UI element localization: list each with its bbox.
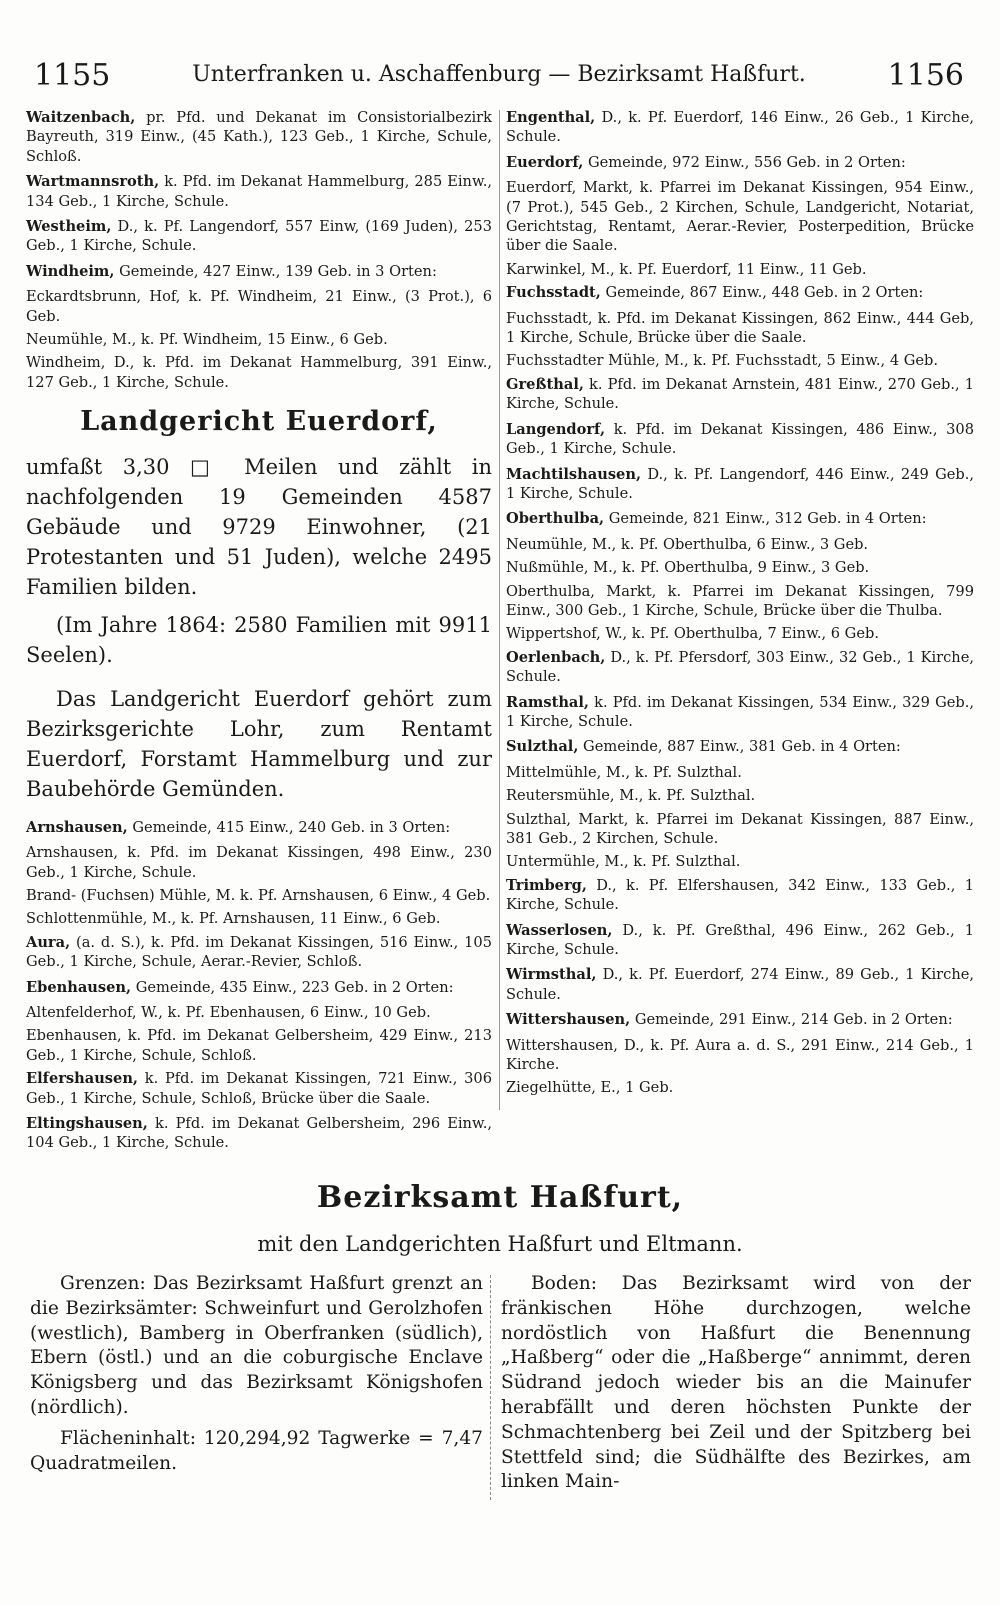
entry-heading: Sulzthal, xyxy=(506,738,579,756)
entry xyxy=(506,283,974,302)
left-column xyxy=(26,108,492,1159)
bezirksamt-subtitle: mit den Landgerichten Haßfurt und Eltmann. xyxy=(257,1232,743,1256)
entry-text: Gemeinde, 867 Einw., 448 Geb. in 2 Orten: xyxy=(600,284,924,302)
entry xyxy=(26,108,492,166)
entry-text: Karwinkel, M., k. Pf. Euerdorf, 11 Einw., 11 Geb. xyxy=(506,260,867,278)
entry-text: D., k. Pf. Elfershausen, 342 Einw., 133 Geb., 1 Kirche, Schule. xyxy=(506,876,974,914)
entry xyxy=(26,978,492,997)
entry-heading: Aura, xyxy=(26,933,71,951)
entry xyxy=(506,582,974,621)
entry-text: Wippertshof, W., k. Pf. Oberthulba, 7 Einw., 6 Geb. xyxy=(506,625,879,643)
entry-heading: Elfershausen, xyxy=(26,1070,139,1088)
entry xyxy=(26,843,492,882)
entry xyxy=(506,624,974,643)
entry-text: Gemeinde, 435 Einw., 223 Geb. in 2 Orten: xyxy=(131,978,454,996)
entry-text: Gemeinde, 427 Einw., 139 Geb. in 3 Orten: xyxy=(114,262,437,280)
entry-text: Gemeinde, 291 Einw., 214 Geb. in 2 Orten: xyxy=(630,1011,953,1029)
left-top-subentries xyxy=(26,287,492,392)
entry xyxy=(506,509,974,528)
entry xyxy=(26,909,492,928)
entry-heading: Fuchsstadt, xyxy=(506,284,601,302)
right-entries xyxy=(506,108,974,1098)
entry-text: Gemeinde, 821 Einw., 312 Geb. in 4 Orten: xyxy=(604,510,927,528)
entry-heading: Trimberg, xyxy=(506,876,587,894)
entry xyxy=(506,648,974,687)
entry xyxy=(26,1026,492,1065)
right-column xyxy=(506,108,974,1102)
bottom-left-column xyxy=(30,1272,483,1476)
page-number-left: 1155 xyxy=(34,58,111,93)
entry xyxy=(506,309,974,348)
entry xyxy=(506,351,974,370)
entry-heading: Wirmsthal, xyxy=(506,966,597,984)
entry-text: Ebenhausen, k. Pfd. im Dekanat Gelbersheim, 429 Einw., 213 Geb., 1 Kirche, Schule, Schloß. xyxy=(26,1027,492,1064)
entry-text: Euerdorf, Markt, k. Pfarrei im Dekanat Kissingen, 954 Einw., (7 Prot.), 545 Geb., 2 Kirchen, Schule, Landgericht, Notariat, Gerichtstag, Rentamt, Aerar.-Revier, Posterpedition, Brücke über die Saale. xyxy=(506,179,974,255)
entry-text: Gemeinde, 887 Einw., 381 Geb. in 4 Orten: xyxy=(578,738,901,756)
entry xyxy=(26,1069,492,1108)
entry xyxy=(506,153,974,172)
entry-text: D., k. Pf. Langendorf, 446 Einw., 249 Geb., 1 Kirche, Schule. xyxy=(506,465,974,502)
subentry: Windheim, D., k. Pfd. im Dekanat Hammelburg, 391 Einw., 127 Geb., 1 Kirche, Schule. xyxy=(26,354,492,391)
entry xyxy=(26,1114,492,1153)
entry-text: k. Pfd. im Dekanat Kissingen, 486 Einw., 308 Geb., 1 Kirche, Schule. xyxy=(506,420,974,458)
entry-heading: Ebenhausen, xyxy=(26,978,132,996)
entry-text: Schlottenmühle, M., k. Pf. Arnshausen, 11 Einw., 6 Geb. xyxy=(26,910,441,928)
entry xyxy=(506,965,974,1004)
left-entries xyxy=(26,818,492,1153)
entry-text: Fuchsstadt, k. Pfd. im Dekanat Kissingen, 862 Einw., 444 Geb, 1 Kirche, Schule, Brücke über die Saale. xyxy=(506,309,974,347)
entry-text: Altenfelderhof, W., k. Pf. Ebenhausen, 6 Einw., 10 Geb. xyxy=(26,1003,431,1021)
entry xyxy=(506,260,974,279)
column-divider xyxy=(499,110,500,1110)
entry-text: Oberthulba, Markt, k. Pfarrei im Dekanat Kissingen, 799 Einw., 300 Geb., 1 Kirche, Schule, Brücke über die Thulba. xyxy=(506,582,974,619)
entry-heading: Wartmannsroth, xyxy=(26,173,160,191)
page-header xyxy=(34,58,964,98)
entry-text: k. Pfd. im Dekanat Hammelburg, 285 Einw., 134 Geb., 1 Kirche, Schule. xyxy=(26,173,492,210)
entry xyxy=(506,763,974,782)
entry xyxy=(506,108,974,147)
entry-text: D., k. Pf. Euerdorf, 274 Einw., 89 Geb., 1 Kirche, Schule. xyxy=(506,966,974,1003)
subentry: Neumühle, M., k. Pf. Windheim, 15 Einw., 6 Geb. xyxy=(26,331,388,349)
entry-text: k. Pfd. im Dekanat Kissingen, 721 Einw., 306 Geb., 1 Kirche, Schule, Schloß, Brücke über die Saale. xyxy=(26,1070,492,1107)
entry-heading: Eltingshausen, xyxy=(26,1114,148,1132)
flaecheninhalt-paragraph: Flächeninhalt: 120,294,92 Tagwerke = 7,47 Quadratmeilen. xyxy=(30,1427,483,1474)
entry-heading: Wittershausen, xyxy=(506,1011,631,1029)
entry xyxy=(506,786,974,805)
left-top-entries xyxy=(26,108,492,281)
entry-text: Wittershausen, D., k. Pf. Aura a. d. S., 291 Einw., 214 Geb., 1 Kirche. xyxy=(506,1036,974,1074)
entry-heading: Greßthal, xyxy=(506,375,584,393)
bottom-right-column xyxy=(501,1272,971,1495)
entry xyxy=(506,876,974,915)
entry xyxy=(506,535,974,554)
entry xyxy=(26,217,492,256)
entry xyxy=(506,558,974,577)
entry xyxy=(506,810,974,849)
entry-heading: Wasserlosen, xyxy=(506,921,613,939)
entry xyxy=(26,818,492,837)
entry xyxy=(26,172,492,211)
section-title: Landgericht Euerdorf, xyxy=(80,406,438,438)
entry-text: Mittelmühle, M., k. Pf. Sulzthal. xyxy=(506,763,742,781)
entry-text: pr. Pfd. und Dekanat im Consistorialbezirk Bayreuth, 319 Einw., (45 Kath.), 123 Geb., 1 Kirche, Schule, Schloß. xyxy=(26,109,492,165)
entry-text: D., k. Pf. Pfersdorf, 303 Einw., 32 Geb., 1 Kirche, Schule. xyxy=(506,648,974,686)
entry-heading: Waitzenbach, xyxy=(26,109,136,126)
bezirksamt-title: Bezirksamt Haßfurt, xyxy=(316,1180,684,1215)
running-title: Unterfranken u. Aschaffenburg — Bezirksamt Haßfurt. xyxy=(192,62,806,87)
entry-text: Ziegelhütte, E., 1 Geb. xyxy=(506,1079,674,1097)
entry xyxy=(506,420,974,459)
entry xyxy=(506,1036,974,1075)
entry-text: Gemeinde, 972 Einw., 556 Geb. in 2 Orten: xyxy=(583,153,906,171)
entry-text: k. Pfd. im Dekanat Kissingen, 534 Einw., 329 Geb., 1 Kirche, Schule. xyxy=(506,693,974,730)
entry xyxy=(26,933,492,972)
entry xyxy=(506,852,974,871)
entry-heading: Arnshausen, xyxy=(26,818,128,836)
entry-text: D., k. Pf. Greßthal, 496 Einw., 262 Geb., 1 Kirche, Schule. xyxy=(506,921,974,959)
entry xyxy=(506,178,974,256)
entry-text: Sulzthal, Markt, k. Pfarrei im Dekanat Kissingen, 887 Einw., 381 Geb., 2 Kirchen, Schule. xyxy=(506,810,974,847)
grenzen-paragraph: Grenzen: Das Bezirksamt Haßfurt grenzt an die Bezirksämter: Schweinfurt und Gerolzhofen (westlich), Bamberg in Oberfranken (südlich), Ebern (östl.) und an die coburgische Enclave Königsberg und das Bezirksamt Königshofen (nördlich). xyxy=(30,1273,483,1418)
section-paragraph-2: (Im Jahre 1864: 2580 Familien mit 9911 Seelen). xyxy=(26,612,492,667)
entry xyxy=(506,1078,974,1097)
section-paragraph-3: Das Landgericht Euerdorf gehört zum Bezirksgerichte Lohr, zum Rentamt Euerdorf, Forstamt Hammelburg und zur Baubehörde Gemünden. xyxy=(26,686,492,801)
entry-text: Gemeinde, 415 Einw., 240 Geb. in 3 Orten: xyxy=(127,818,451,836)
entry-heading: Ramsthal, xyxy=(506,693,590,711)
entry xyxy=(26,886,492,905)
entry-text: Fuchsstadter Mühle, M., k. Pf. Fuchsstadt, 5 Einw., 4 Geb. xyxy=(506,352,939,370)
entry-heading: Westheim, xyxy=(26,218,112,236)
entry-heading: Machtilshausen, xyxy=(506,465,642,483)
entry-heading: Oerlenbach, xyxy=(506,648,606,666)
entry-heading: Engenthal, xyxy=(506,109,596,126)
entry-text: k. Pfd. im Dekanat Arnstein, 481 Einw., 270 Geb., 1 Kirche, Schule. xyxy=(506,375,974,413)
page-number-right: 1156 xyxy=(887,58,964,93)
bottom-divider xyxy=(490,1275,492,1500)
entry-text: k. Pfd. im Dekanat Gelbersheim, 296 Einw., 104 Geb., 1 Kirche, Schule. xyxy=(26,1114,492,1152)
entry xyxy=(506,465,974,504)
boden-paragraph: Boden: Das Bezirksamt wird von der fränkischen Höhe durchzogen, welche nordöstlich von Haßfurt die Benennung „Haßberg“ oder die „Haßberge“ annimmt, deren Südrand jedoch wieder bis an die Mainufer herabfällt und deren höchsten Punkte der Schmachtenberg bei Zeil und der Spitzberg bei Stettfeld sind; die Südhälfte des Bezirkes, am linken Main- xyxy=(501,1273,971,1493)
entry xyxy=(506,1010,974,1029)
entry-text: D., k. Pf. Langendorf, 557 Einw, (169 Juden), 253 Geb., 1 Kirche, Schule. xyxy=(26,218,492,255)
entry-text: Reutersmühle, M., k. Pf. Sulzthal. xyxy=(506,787,756,805)
entry-heading: Euerdorf, xyxy=(506,153,584,171)
entry xyxy=(506,375,974,414)
entry-text: Untermühle, M., k. Pf. Sulzthal. xyxy=(506,853,741,871)
entry-heading: Langendorf, xyxy=(506,420,606,438)
entry xyxy=(26,262,492,281)
entry-heading: Oberthulba, xyxy=(506,510,605,528)
entry-text: Arnshausen, k. Pfd. im Dekanat Kissingen, 498 Einw., 230 Geb., 1 Kirche, Schule. xyxy=(26,844,492,881)
entry-text: D., k. Pf. Euerdorf, 146 Einw., 26 Geb., 1 Kirche, Schule. xyxy=(506,109,974,146)
entry-heading: Windheim, xyxy=(26,262,115,280)
section-paragraph-1: umfaßt 3,30 □ Meilen und zählt in nachfolgenden 19 Gemeinden 4587 Gebäude und 9729 Einwohner, (21 Protestanten und 51 Juden), welche 2495 Familien bilden. xyxy=(26,454,492,599)
entry-text: Brand- (Fuchsen) Mühle, M. k. Pf. Arnshausen, 6 Einw., 4 Geb. xyxy=(26,886,491,904)
entry xyxy=(26,1003,492,1022)
entry xyxy=(506,693,974,732)
entry xyxy=(506,921,974,960)
entry xyxy=(506,737,974,756)
entry-text: Nußmühle, M., k. Pf. Oberthulba, 9 Einw., 3 Geb. xyxy=(506,559,870,577)
subentry: Eckardtsbrunn, Hof, k. Pf. Windheim, 21 Einw., (3 Prot.), 6 Geb. xyxy=(26,288,492,325)
entry-text: (a. d. S.), k. Pfd. im Dekanat Kissingen, 516 Einw., 105 Geb., 1 Kirche, Schule, Aerar.-Revier, Schloß. xyxy=(26,933,492,971)
entry-text: Neumühle, M., k. Pf. Oberthulba, 6 Einw., 3 Geb. xyxy=(506,535,869,553)
